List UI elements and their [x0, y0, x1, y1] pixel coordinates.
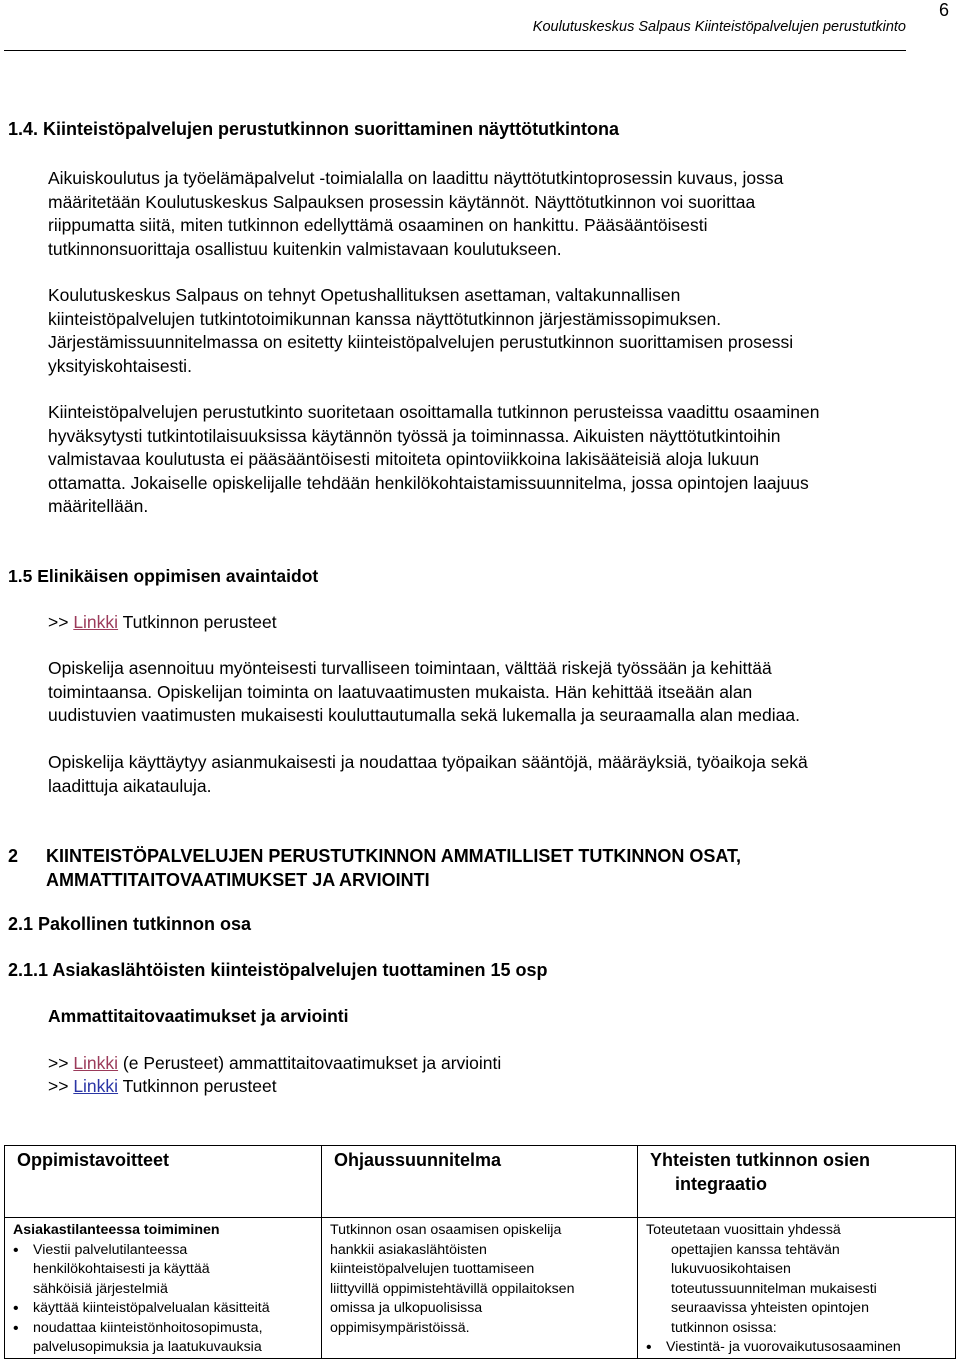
- section-1-4-heading: 1.4. Kiinteistöpalvelujen perustutkinnon suorittaminen näyttötutkintona: [8, 119, 620, 139]
- link-suffix: Tutkinnon perusteet: [118, 1076, 277, 1096]
- link-suffix: (e Perusteet) ammattitaitovaatimukset ja arviointi: [118, 1053, 502, 1073]
- text-line: • noudattaa kiinteistönhoitosopimusta,: [33, 1319, 263, 1336]
- list-item: [13, 1241, 315, 1300]
- heading-line: KIINTEISTÖPALVELUJEN PERUSTUTKINNON AMMATILLISET TUTKINNON OSAT,: [46, 846, 741, 866]
- header-line: Yhteisten tutkinnon osien: [650, 1150, 871, 1170]
- link-prefix: >>: [48, 612, 74, 632]
- text-line: Toteutetaan vuosittain yhdessä: [646, 1222, 841, 1238]
- link-line-tutkinnon-perusteet: [48, 1075, 848, 1099]
- list-item: [13, 1319, 315, 1358]
- text-line: ottamatta. Jokaiselle opiskelijalle tehdään henkilökohtaistamissuunnitelma, jossa opintojen laajuus: [48, 472, 809, 493]
- text-line: Tutkinnon osan osaamisen opiskelija: [330, 1222, 562, 1238]
- section-1-4-paragraph-1: [48, 167, 928, 261]
- text-line: henkilökohtaisesti ja käyttää: [33, 1261, 210, 1277]
- text-line: hankkii asiakaslähtöisten: [330, 1241, 487, 1258]
- section-1-5-paragraph-1: [48, 657, 928, 728]
- cell-ohjaussuunnitelma: [322, 1218, 638, 1359]
- header-rule: [4, 50, 906, 51]
- text-line: • käyttää kiinteistöpalvelualan käsitteitä: [33, 1300, 270, 1316]
- text-line: Opiskelija käyttäytyy asianmukaisesti ja noudattaa työpaikan sääntöjä, määräyksiä, työaikoja sekä: [48, 752, 808, 772]
- link-line-eperusteet: [48, 1052, 848, 1076]
- text-line: määritellään.: [48, 496, 149, 516]
- section-2-heading: [46, 845, 936, 892]
- list-item: • Viestintä- ja vuorovaikutusosaaminen: [646, 1338, 949, 1358]
- text-line: seuraavissa yhteisten opintojen: [671, 1300, 869, 1316]
- link-prefix: >>: [48, 1076, 74, 1096]
- section-1-5-paragraph-2: [48, 751, 928, 798]
- text-line: lukuvuosikohtaisen: [671, 1261, 791, 1277]
- text-line: toimintaansa. Opiskelijan toiminta on laatuvaatimusten mukaista. Hän kehittää itseään alan: [48, 681, 753, 702]
- heading-line: AMMATTITAITOVAATIMUKSET JA ARVIOINTI: [46, 869, 430, 890]
- text-line: opettajien kanssa tehtävän: [671, 1241, 840, 1258]
- text-line: • Viestii palvelutilanteessa: [33, 1241, 188, 1258]
- list-item: [13, 1299, 315, 1319]
- header-line: integraatio: [675, 1173, 768, 1194]
- link-suffix: Tutkinnon perusteet: [118, 612, 277, 632]
- section-1-4-paragraph-3: [48, 401, 928, 519]
- cell-integraatio: [638, 1218, 956, 1359]
- text-line: palvelusopimuksia ja laatukuvauksia: [33, 1339, 262, 1355]
- text-line: laadittuja aikatauluja.: [48, 775, 212, 796]
- linkki-link[interactable]: Linkki: [73, 612, 119, 632]
- text-line: uudistuvien vaatimusten mukaisesti kouluttautumalla sekä lukemalla ja seuraamalla alan mediaa.: [48, 705, 800, 725]
- text-line: oppimisympäristöissä.: [330, 1319, 470, 1336]
- section-1-5-heading: 1.5 Elinikäisen oppimisen avaintaidot: [8, 566, 319, 586]
- link-line-perusteet: [48, 611, 848, 635]
- page-number: 6: [939, 0, 950, 20]
- text-line: toteutussuunnitelman mukaisesti: [671, 1280, 877, 1297]
- header-oppimistavoitteet: Oppimistavoitteet: [5, 1146, 322, 1218]
- bullet-list: [13, 1241, 315, 1358]
- section-2-number: 2: [8, 846, 19, 866]
- text-line: tutkinnon osissa:: [671, 1319, 777, 1336]
- text-line: valmistavaa koulutusta ei pääsääntöisesti mitoiteta opintoviikkoina lakisääteisiä aloja lukuun: [48, 449, 760, 469]
- text-line: hyväksytysti tutkintotilaisuuksissa käytännön työssä ja toiminnassa. Aikuisten näyttötutkintoihin: [48, 425, 781, 446]
- text-line: Aikuiskoulutus ja työelämäpalvelut -toimialalla on laadittu näyttötutkintoprosessin kuvaus, jossa: [48, 168, 784, 188]
- running-header: Koulutuskeskus Salpaus Kiinteistöpalvelujen perustutkinto: [532, 19, 906, 35]
- text-line: kiinteistöpalvelujen tutkintotoimikunnan kanssa näyttötutkinnon järjestämissopimuksen.: [48, 308, 722, 329]
- text-line: liittyvillä oppimistehtävillä oppilaitoksen: [330, 1280, 575, 1297]
- learning-goals-table: [4, 1145, 956, 1359]
- header-yhteisten-integraatio: [638, 1146, 956, 1218]
- linkki-eperusteet-link[interactable]: Linkki: [73, 1053, 119, 1073]
- linkki-tutkinnon-perusteet-link[interactable]: Linkki: [73, 1076, 119, 1096]
- text-line: tutkinnonsuorittaja osallistuu kuitenkin valmistavaan koulutukseen.: [48, 238, 562, 259]
- text-line: Opiskelija asennoituu myönteisesti turvalliseen toimintaan, välttää riskejä työssään ja kehittää: [48, 658, 772, 678]
- text-line: Järjestämissuunnitelmassa on esitetty kiinteistöpalvelujen perustutkinnon suorittamisen prosessi: [48, 332, 794, 352]
- text-line: määritetään Koulutuskeskus Salpauksen prosessin käytännöt. Näyttötutkinnon voi suorittaa: [48, 191, 756, 212]
- link-prefix: >>: [48, 1053, 74, 1073]
- text-line: sähköisiä järjestelmiä: [33, 1280, 168, 1297]
- header-ohjaussuunnitelma: Ohjaussuunnitelma: [322, 1146, 638, 1218]
- text-line: riippumatta siitä, miten tutkinnon edellyttämä osaaminen on hankittu. Pääsääntöisesti: [48, 215, 708, 235]
- cell-title: Asiakastilanteessa toimiminen: [13, 1222, 220, 1238]
- text-line: yksityiskohtaisesti.: [48, 355, 192, 376]
- bullet-list: [646, 1338, 949, 1358]
- text-line: omissa ja ulkopuolisissa: [330, 1300, 483, 1316]
- section-1-4-paragraph-2: [48, 284, 928, 378]
- section-2-1-heading: 2.1 Pakollinen tutkinnon osa: [8, 914, 252, 934]
- table-header-row: [5, 1146, 956, 1218]
- cell-oppimistavoitteet: [5, 1218, 322, 1359]
- text-line: Kiinteistöpalvelujen perustutkinto suoritetaan osoittamalla tutkinnon perusteissa vaadittu osaaminen: [48, 402, 820, 422]
- text-line: Koulutuskeskus Salpaus on tehnyt Opetushallituksen asettaman, valtakunnallisen: [48, 285, 681, 305]
- table-row: [5, 1218, 956, 1359]
- requirements-heading: Ammattitaitovaatimukset ja arviointi: [48, 1006, 349, 1026]
- unit-2-1-1-heading: 2.1.1 Asiakaslähtöisten kiinteistöpalvelujen tuottaminen 15 osp: [8, 960, 548, 980]
- text-line: kiinteistöpalvelujen tuottamiseen: [330, 1261, 535, 1277]
